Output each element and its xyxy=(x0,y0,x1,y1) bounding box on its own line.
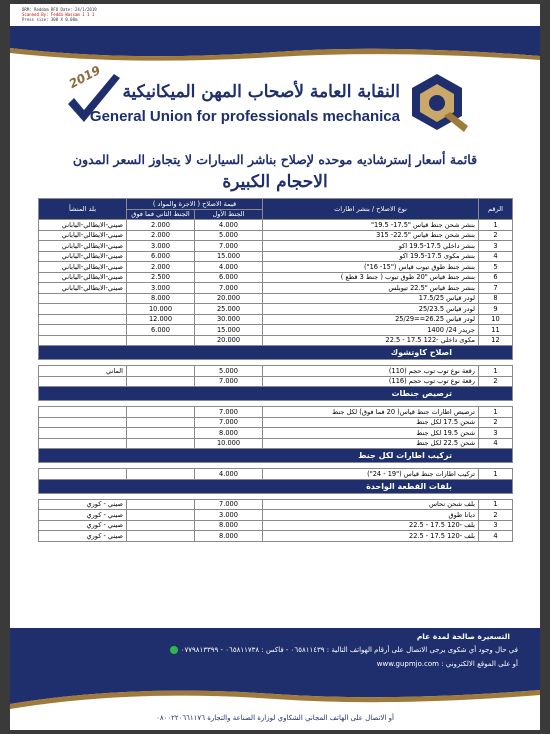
row-number: 1 xyxy=(479,407,513,418)
price-first: 8.000 xyxy=(195,531,263,542)
price-second: 3.000 xyxy=(127,241,195,252)
contact-line xyxy=(170,646,518,654)
price-second: 2.000 xyxy=(127,220,195,231)
origin-country xyxy=(39,376,127,387)
price-second xyxy=(127,428,195,439)
table-row xyxy=(39,531,513,542)
table-row xyxy=(39,272,513,283)
meta-line-2: Scanned By: Fedda Wassam 1 1 1 xyxy=(22,12,95,17)
table-row xyxy=(39,251,513,262)
origin-country xyxy=(39,325,127,336)
row-number: 6 xyxy=(479,272,513,283)
price-first: 15.000 xyxy=(195,251,263,262)
price-second xyxy=(127,417,195,428)
union-logo-icon xyxy=(406,72,468,134)
row-number: 1 xyxy=(479,366,513,377)
row-number: 3 xyxy=(479,428,513,439)
section-title-cold: اصلاح كاوتشوك xyxy=(39,346,513,360)
price-first: 5.000 xyxy=(195,366,263,377)
row-number: 2 xyxy=(479,510,513,521)
org-name-english: General Union for professionals mechanica xyxy=(89,108,400,125)
repair-type: ديانا طوق xyxy=(263,510,479,521)
row-number: 3 xyxy=(479,241,513,252)
col-header-origin: بلد المنشأ xyxy=(39,199,127,220)
section-title-install: تركيب اطارات لكل جنط xyxy=(39,449,513,463)
table-row xyxy=(39,510,513,521)
price-first: 4.000 xyxy=(195,220,263,231)
col-header-price-second: الجنط الثاني فما فوق xyxy=(127,209,195,220)
repair-type: بنشر جنط قياس "22.5 تيوبلس xyxy=(263,283,479,294)
row-number: 2 xyxy=(479,376,513,387)
origin-country xyxy=(39,469,127,480)
header xyxy=(10,64,540,139)
price-first: 7.000 xyxy=(195,376,263,387)
price-first: 4.000 xyxy=(195,262,263,273)
repair-type: جريدر 24/ 1400 xyxy=(263,325,479,336)
table-row xyxy=(39,335,513,346)
col-header-price: قيمة الاصلاح ( الاجرة والمواد ) xyxy=(127,199,263,210)
col-header-num: الرقم xyxy=(479,199,513,220)
repair-type: بنشر شحن جنط قياس "22.5- 315 xyxy=(263,230,479,241)
price-second xyxy=(127,469,195,480)
price-first: 3.000 xyxy=(195,510,263,521)
table-row xyxy=(39,220,513,231)
origin-country xyxy=(39,417,127,428)
row-number: 5 xyxy=(479,262,513,273)
price-first: 8.000 xyxy=(195,520,263,531)
table-row xyxy=(39,283,513,294)
price-first: 20.000 xyxy=(195,293,263,304)
table-row xyxy=(39,407,513,418)
price-first: 30.000 xyxy=(195,314,263,325)
price-first: 7.000 xyxy=(195,283,263,294)
repair-type: ترصيص اطارات جنط قياس( 20 فما فوق) لكل جنط xyxy=(263,407,479,418)
price-second: 6.000 xyxy=(127,251,195,262)
price-table xyxy=(38,198,513,542)
repair-type: شحن 22.5 لكل جنط xyxy=(263,438,479,449)
price-first: 25.000 xyxy=(195,304,263,315)
table-row xyxy=(39,304,513,315)
website-line[interactable]: أو على الموقع الالكتروني : www.gupmjo.com xyxy=(376,660,518,668)
row-number: 8 xyxy=(479,293,513,304)
price-second xyxy=(127,407,195,418)
table-row xyxy=(39,262,513,273)
repair-type: بنشر مكوى 17.5-19.5 اكو xyxy=(263,251,479,262)
valves-section xyxy=(39,499,513,541)
repair-type: لودر قياس 26.25==25/29 xyxy=(263,314,479,325)
table-row xyxy=(39,293,513,304)
section-title-balance: ترصيص جنطات xyxy=(39,387,513,401)
origin-country: صيني-الايطالي-الياباني xyxy=(39,220,127,231)
row-number: 2 xyxy=(479,230,513,241)
price-second: 6.000 xyxy=(127,325,195,336)
table-row xyxy=(39,325,513,336)
row-number: 2 xyxy=(479,417,513,428)
repair-type: شحن 17.5 لكل جنط xyxy=(263,417,479,428)
table-row xyxy=(39,314,513,325)
table-row xyxy=(39,428,513,439)
table-row xyxy=(39,520,513,531)
origin-country xyxy=(39,428,127,439)
origin-country xyxy=(39,335,127,346)
price-second: 3.000 xyxy=(127,283,195,294)
repair-type: بنشر جنط طوق تيوب قياس ("15- 16") xyxy=(263,262,479,273)
origin-country: صيني-الايطالي-الياباني xyxy=(39,241,127,252)
table-row xyxy=(39,366,513,377)
row-number: 9 xyxy=(479,304,513,315)
repair-type: تركيب اطارات جنط قياس ("19 - 24") xyxy=(263,469,479,480)
origin-country xyxy=(39,304,127,315)
price-second: 2.000 xyxy=(127,230,195,241)
price-second xyxy=(127,376,195,387)
year-badge: 2019 xyxy=(66,62,103,92)
scan-metadata xyxy=(22,7,97,22)
row-number: 11 xyxy=(479,325,513,336)
contact-text: في حال وجود أي شكوى يرجى الاتصال على أرقام الهواتف التالية : ٠٦٥٨١١٤٣٩ - فاكس : ٠٦٥٨١١٧٣٨ - ٠٧٧٩٨١٣٣٩٩ xyxy=(180,646,518,654)
origin-country: صيني-الايطالي-الياباني xyxy=(39,251,127,262)
org-name-arabic: النقابة العامة لأصحاب المهن الميكانيكية xyxy=(122,82,400,102)
origin-country xyxy=(39,407,127,418)
install-section xyxy=(39,469,513,480)
repair-type: بنشر شحن جنط قياس "17.5- 19.5" xyxy=(263,220,479,231)
meta-line-1: DRM: Reddam RFO Date: 24/1/2019 xyxy=(22,7,97,12)
col-header-type: نوع الاصلاح / بنشر اطارات xyxy=(263,199,479,220)
price-second xyxy=(127,520,195,531)
price-first: 7.000 xyxy=(195,417,263,428)
table-row xyxy=(39,376,513,387)
price-second: 2.000 xyxy=(127,262,195,273)
origin-country: صيني-الايطالي-الياباني xyxy=(39,283,127,294)
row-number: 10 xyxy=(479,314,513,325)
repair-type: رقعة نوع توب توب حجم (110) xyxy=(263,366,479,377)
origin-country xyxy=(39,314,127,325)
repair-type: بنشر داخلي 17.5-19.5 اكو xyxy=(263,241,479,252)
document-title: قائمة أسعار إسترشاديه موحده لإصلاح بناشر السيارات لا يتجاوز السعر المدون xyxy=(72,152,478,167)
repair-type: مكوى داخلي -122 17.5 - 22.5 xyxy=(263,335,479,346)
price-second xyxy=(127,335,195,346)
validity-note: التسعيرة صالحة لمدة عام xyxy=(416,632,510,641)
row-number: 1 xyxy=(479,220,513,231)
row-number: 4 xyxy=(479,438,513,449)
row-number: 4 xyxy=(479,531,513,542)
price-first: 8.000 xyxy=(195,428,263,439)
row-number: 7 xyxy=(479,283,513,294)
origin-country: صيني-الايطالي-الياباني xyxy=(39,262,127,273)
origin-country: صيني - كوري xyxy=(39,510,127,521)
origin-country: صيني-الايطالي-الياباني xyxy=(39,272,127,283)
price-second: 2.500 xyxy=(127,272,195,283)
price-first: 4.000 xyxy=(195,469,263,480)
row-number: 4 xyxy=(479,251,513,262)
repair-type: بنشر جنط قياس "20 طوق تيوب ( جنط 3 قطع ) xyxy=(263,272,479,283)
balance-section xyxy=(39,407,513,449)
price-first: 5.000 xyxy=(195,230,263,241)
row-number: 3 xyxy=(479,520,513,531)
document-subtitle: الاحجام الكبيرة xyxy=(222,172,328,192)
price-second xyxy=(127,510,195,521)
row-number: 12 xyxy=(479,335,513,346)
table-row xyxy=(39,438,513,449)
meta-line-3: Press size: 300 X 0.00m xyxy=(22,17,78,22)
table-row xyxy=(39,241,513,252)
price-first: 7.000 xyxy=(195,407,263,418)
price-first: 15.000 xyxy=(195,325,263,336)
cold-section xyxy=(39,366,513,387)
table-row xyxy=(39,417,513,428)
origin-country: صيني - كوري xyxy=(39,520,127,531)
col-header-price-first: الجنط الأول xyxy=(195,209,263,220)
repair-type: لودر قياس 17.5/25 xyxy=(263,293,479,304)
hotline-line: أو الاتصال على الهاتف المجاني الشكاوي لوزارة الصناعة والتجارة ٠٨٠٠٢٢٠٦٦١١٧٦ xyxy=(156,714,394,722)
footer xyxy=(10,628,540,730)
repair-type: بلف -120 17.5 - 22.5 xyxy=(263,520,479,531)
origin-country xyxy=(39,438,127,449)
table-row xyxy=(39,499,513,510)
price-second xyxy=(127,531,195,542)
price-first: 7.000 xyxy=(195,241,263,252)
origin-country: الماني xyxy=(39,366,127,377)
price-second: 8.000 xyxy=(127,293,195,304)
price-second: 10.000 xyxy=(127,304,195,315)
price-second: 12.000 xyxy=(127,314,195,325)
price-second xyxy=(127,438,195,449)
price-first: 20.000 xyxy=(195,335,263,346)
price-list-document xyxy=(10,4,540,730)
price-second xyxy=(127,366,195,377)
table-row xyxy=(39,469,513,480)
table-row xyxy=(39,230,513,241)
repair-type: بلف شحن نحاس xyxy=(263,499,479,510)
repair-type: بلف -120 17.5 - 22.5 xyxy=(263,531,479,542)
origin-country xyxy=(39,293,127,304)
origin-country: صيني - كوري xyxy=(39,531,127,542)
origin-country: صيني-الايطالي-الياباني xyxy=(39,230,127,241)
price-first: 7.000 xyxy=(195,499,263,510)
price-first: 6.000 xyxy=(195,272,263,283)
row-number: 1 xyxy=(479,499,513,510)
repair-type: لودر قياس 25/23.5 xyxy=(263,304,479,315)
price-first: 10.000 xyxy=(195,438,263,449)
repair-type: رقعة نوع توب توب حجم (116) xyxy=(263,376,479,387)
origin-country: صيني - كوري xyxy=(39,499,127,510)
whatsapp-icon xyxy=(170,646,178,654)
section-title-valves: بلفات القطعة الواحدة xyxy=(39,479,513,493)
tires-section xyxy=(39,220,513,346)
repair-type: شحن 19.5 لكل جنط xyxy=(263,428,479,439)
row-number: 1 xyxy=(479,469,513,480)
price-second xyxy=(127,499,195,510)
